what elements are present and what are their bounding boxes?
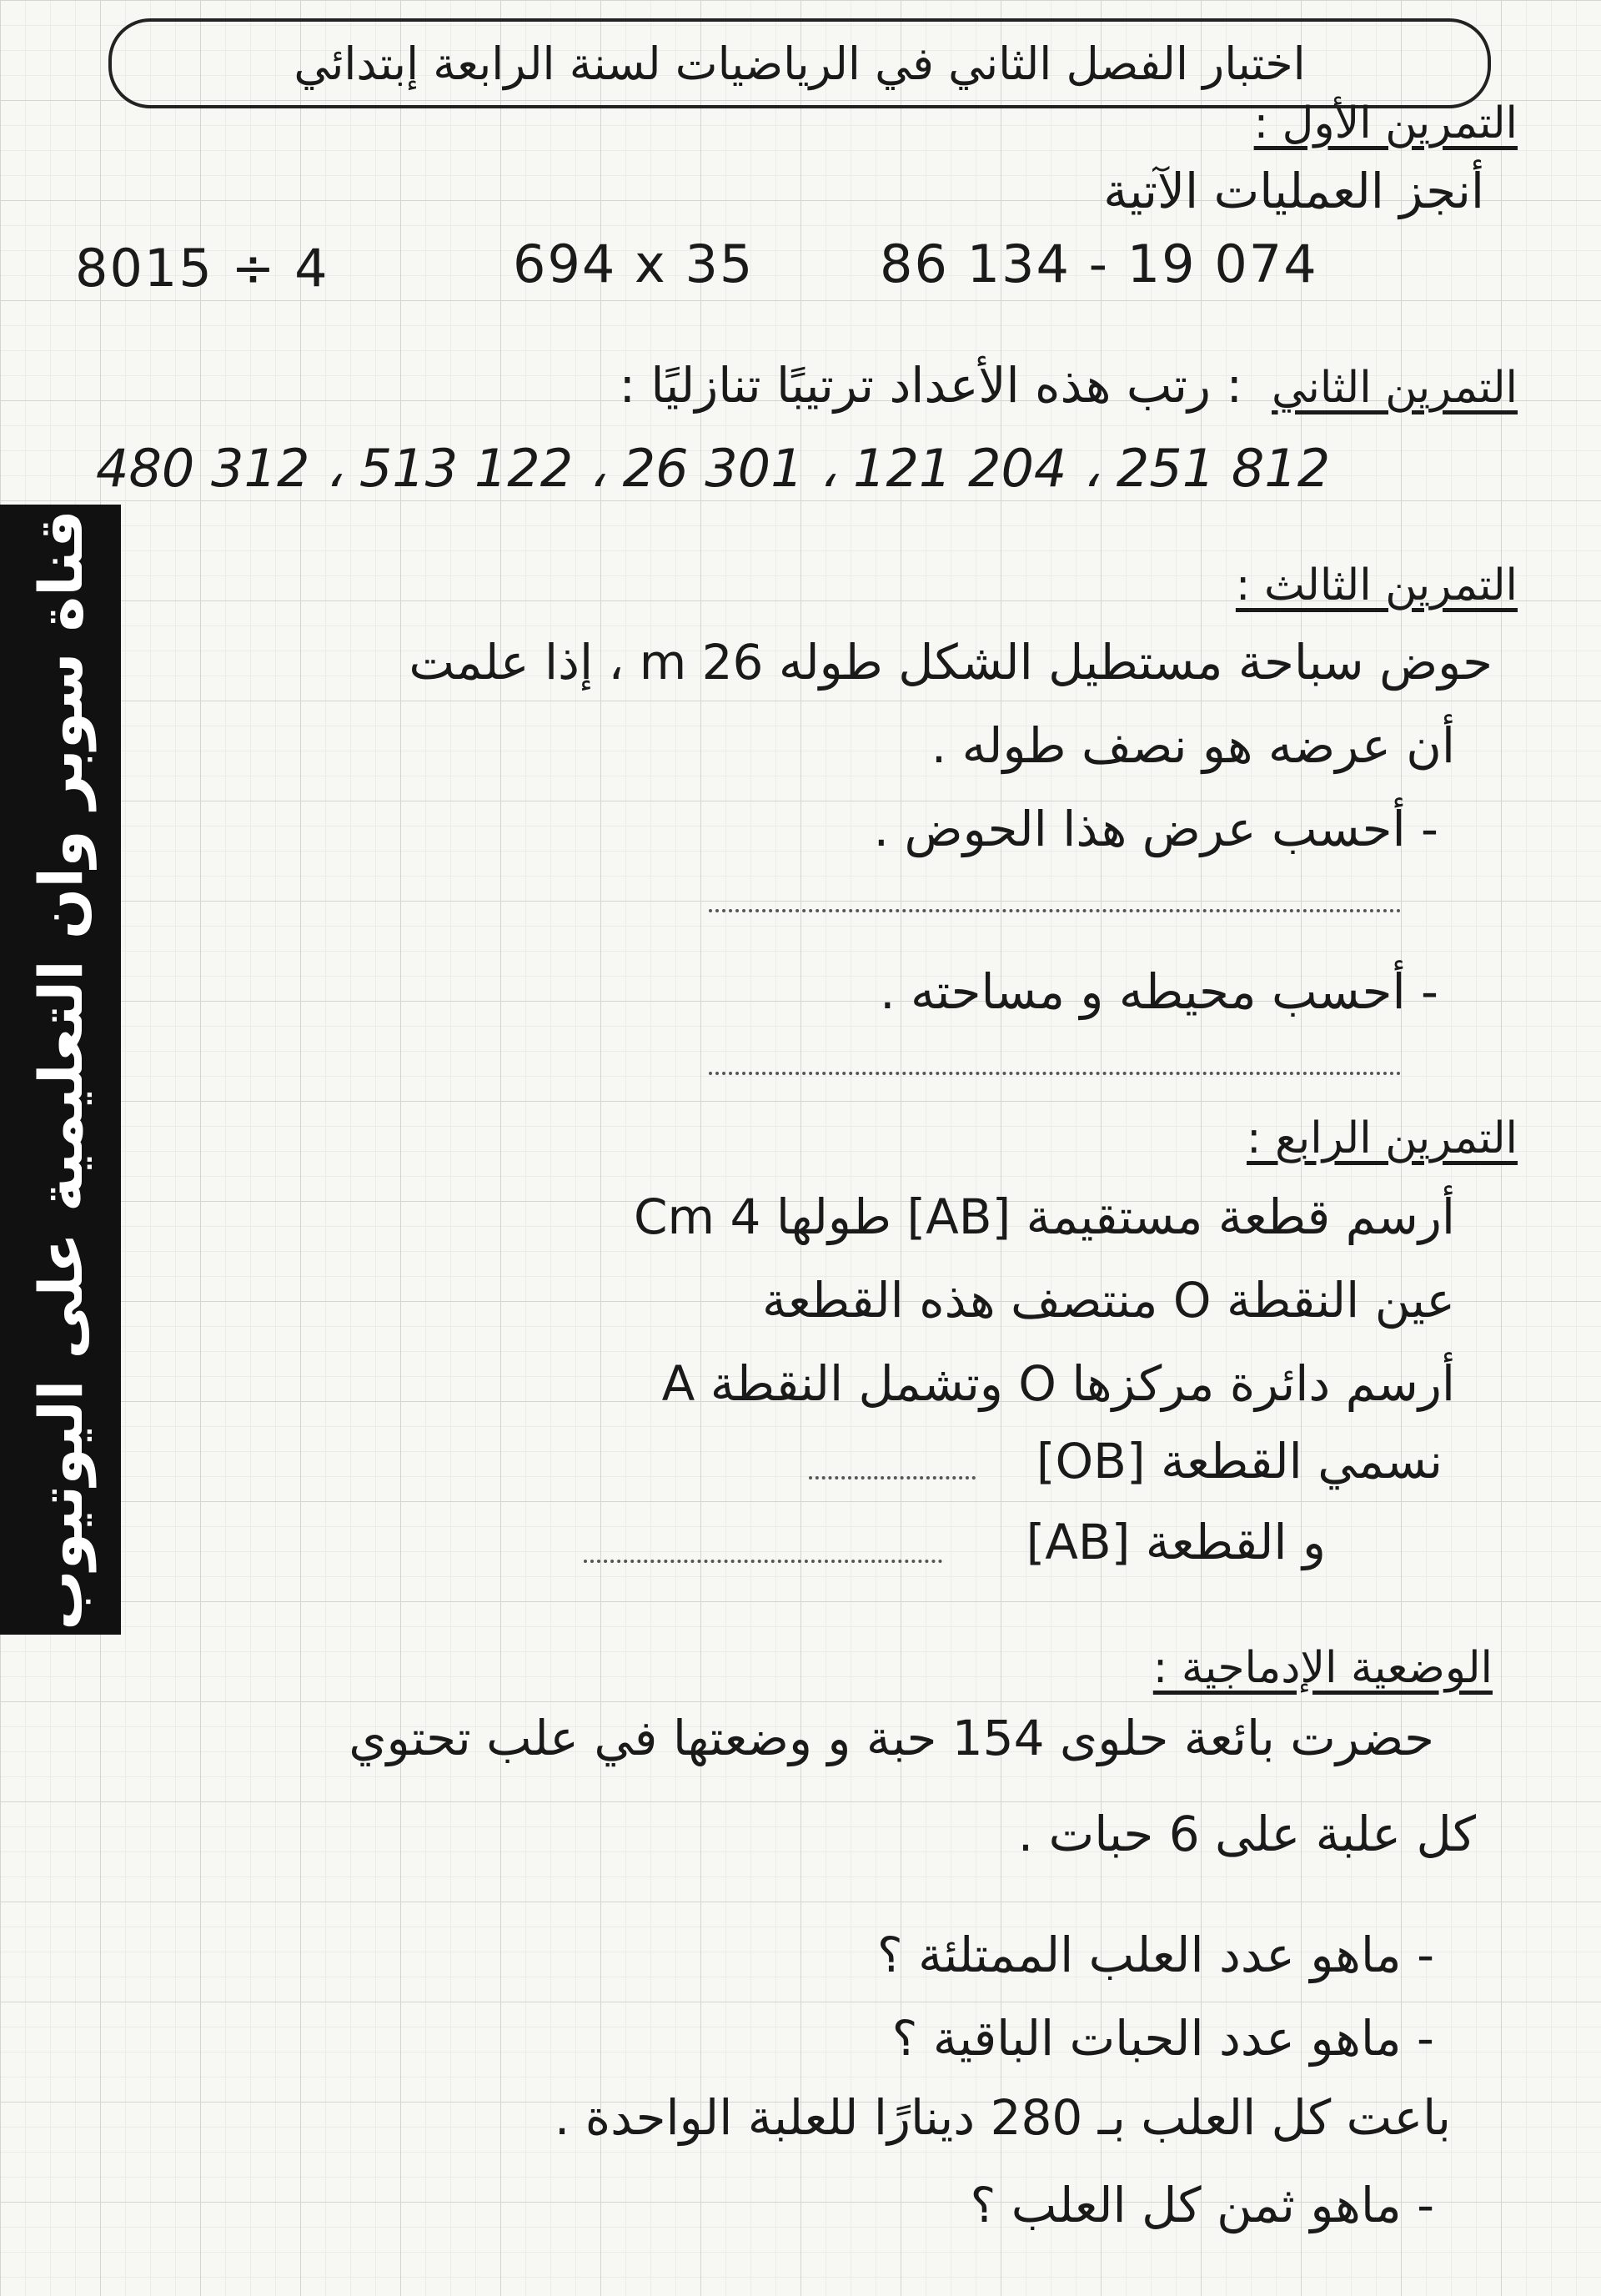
ex3-question-1: - أحسب عرض هذا الحوض .	[873, 801, 1438, 857]
channel-watermark-banner	[0, 505, 121, 1635]
exam-title-text: اختبار الفصل الثاني في الرياضيات لسنة الرابعة إبتدائي	[294, 37, 1306, 90]
answer-line	[809, 1476, 976, 1480]
ex4-line-5: و القطعة [AB]	[1026, 1514, 1326, 1570]
ex3-line-1: حوض سباحة مستطيل الشكل طوله 26 m ، إذا علمت	[409, 634, 1493, 691]
answer-line	[709, 1072, 1401, 1075]
ex1-operation-subtraction: 86 134 - 19 074	[880, 234, 1318, 294]
answer-line	[584, 1560, 942, 1563]
ex5-line-2: كل علبة على 6 حبات .	[1017, 1806, 1476, 1862]
ex5-question-3: - ماهو ثمن كل العلب ؟	[970, 2177, 1434, 2233]
answer-line	[709, 909, 1401, 912]
ex1-operation-multiplication: 694 x 35	[513, 234, 755, 294]
ex1-instruction: أنجز العمليات الآتية	[1103, 163, 1484, 219]
ex2-instruction: : رتب هذه الأعداد ترتيبًا تنازليًا :	[619, 357, 1242, 414]
ex3-heading: التمرين الثالث :	[1235, 560, 1518, 610]
ex4-line-3: أرسم دائرة مركزها O وتشمل النقطة A	[661, 1355, 1455, 1412]
ex5-question-1: - ماهو عدد العلب الممتلئة ؟	[876, 1927, 1434, 1983]
ex1-heading: التمرين الأول :	[1253, 98, 1518, 148]
ex4-line-1: أرسم قطعة مستقيمة [AB] طولها 4 Cm	[634, 1188, 1455, 1245]
ex4-line-4: نسمي القطعة [OB]	[1036, 1433, 1443, 1490]
ex2-heading: التمرين الثاني	[1272, 363, 1518, 413]
ex5-heading: الوضعية الإدماجية :	[1152, 1643, 1493, 1693]
ex3-question-2: - أحسب محيطه و مساحته .	[880, 963, 1438, 1020]
ex2-number-list: 480 312 ، 513 122 ، 26 301 ، 121 204 ، 251 812	[96, 438, 1331, 499]
ex4-line-2: عين النقطة O منتصف هذه القطعة	[761, 1272, 1455, 1329]
ex5-line-3: باعت كل العلب بـ 280 دينارًا للعلبة الواحدة .	[554, 2089, 1451, 2146]
ex4-heading: التمرين الرابع :	[1247, 1113, 1518, 1163]
ex3-line-2: أن عرضه هو نصف طوله .	[931, 717, 1455, 774]
channel-watermark-text: قناة سوبر وان التعليمية على اليوتيوب	[25, 509, 96, 1630]
exam-title	[108, 18, 1491, 108]
ex1-operation-division: 8015 ÷ 4	[75, 238, 329, 299]
ex5-question-2: - ماهو عدد الحبات الباقية ؟	[891, 2010, 1434, 2067]
ex5-line-1: حضرت بائعة حلوى 154 حبة و وضعتها في علب تحتوي	[349, 1710, 1434, 1766]
